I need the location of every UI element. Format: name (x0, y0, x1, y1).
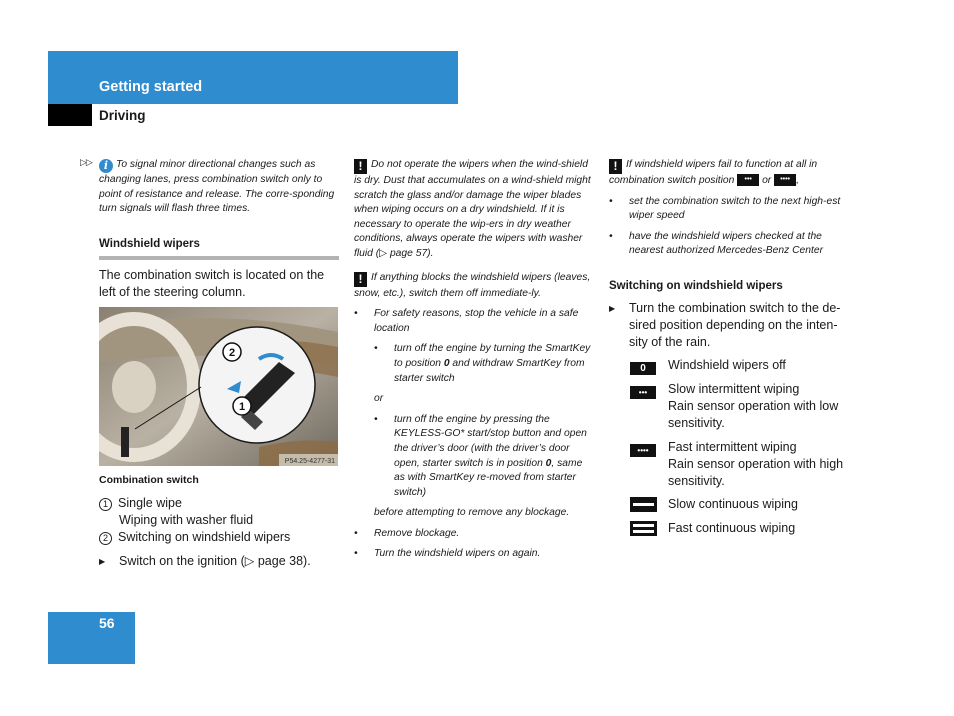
switching-step (609, 300, 849, 351)
legend-item: 1 Single wipe (99, 495, 339, 512)
step-item: ▶ Turn the combination switch to the de-sired position depending on the inten-sity of the rain. (609, 301, 841, 349)
continuation-marker: ▷▷ (80, 157, 92, 167)
heading-rule (99, 256, 339, 260)
warning-icon: ! (609, 159, 622, 174)
symbol-off: 0 (630, 360, 656, 378)
switching-heading: Switching on windshield wipers (609, 280, 783, 292)
symbol-fast-intermittent: •••• (630, 442, 656, 460)
symbol-slow-intermittent: ••• (630, 384, 656, 402)
figure-code: P54.25-4277-31 (284, 458, 335, 465)
legend-item-sub: Wiping with washer fluid (119, 513, 254, 527)
warning-icon: ! (354, 272, 367, 287)
bullet-item: • Turn the windshield wipers on again. (354, 548, 541, 560)
position-text: Fast intermittent wiping Rain sensor operation with high sensitivity. (668, 440, 844, 488)
or-text: or (374, 393, 384, 405)
figure-caption-block (99, 472, 339, 570)
bullet-item: • Remove blockage. (354, 527, 460, 539)
slow-intermittent-symbol: ••• (737, 174, 759, 186)
bullet-item: • have the windshield wipers checked at the nearest authorized Mercedes-Benz Center (609, 230, 824, 257)
fast-intermittent-symbol: •••• (774, 174, 796, 186)
windshield-wipers-section (99, 236, 339, 260)
slow-continuous-icon (630, 497, 657, 517)
legend-number-1: 1 (99, 498, 112, 511)
subsection-marker (48, 104, 92, 126)
arrow-bullet-icon: ▶ (609, 304, 616, 313)
bullet-item: • set the combination switch to the next high-est wiper speed (609, 195, 841, 222)
figure-caption: Combination switch (99, 474, 199, 486)
position-text: Fast continuous wiping (668, 521, 796, 535)
legend-number-2: 2 (99, 532, 112, 545)
legend-item: 2 Switching on windshield wipers (99, 529, 339, 546)
step-item: ▶ Switch on the ignition (▷ page 38). (99, 554, 311, 568)
steering-column-illustration (99, 307, 338, 466)
column-1 (99, 158, 339, 217)
sub-bullet-item: • turn off the engine by turning the SmartKey to position 0 and withdraw SmartKey from starter switch (374, 343, 591, 384)
combination-switch-figure (99, 307, 338, 466)
section-title: Getting started (99, 79, 203, 95)
warning-2: ! If anything blocks the windshield wipers (leaves, snow, etc.), switch them off immediate-ly. (354, 271, 591, 299)
arrow-bullet-icon: ▶ (99, 557, 106, 566)
sub-bullet-item: • turn off the engine by pressing the KEYLESS-GO* start/stop button and open the driver’s door (with the driver’s door open, starter switch is in position 0, same as with SmartKey re-moved from starter switch) (374, 413, 587, 498)
page-number: 56 (99, 615, 115, 631)
info-note: i To signal minor directional changes such as changing lanes, press combination switch only to point of resistance and release. The corre-sponding turn signals will flash three times. (99, 159, 335, 215)
warning-3: ! If windshield wipers fail to function at all in combination switch position ••• or •••• , (609, 159, 818, 186)
svg-text:1: 1 (238, 401, 246, 413)
after-text: before attempting to remove any blockage. (374, 507, 570, 519)
warning-1: ! Do not operate the wipers when the wind-shield is dry. Dust that accumulates on a wind-shield might scratch the glass and/or damage the wiper blades when wiping occurs on a dry windshield. If it is necessary to operate the wip-ers in dry weather conditions, always operate the wipers with washer fluid (▷ page 57). (354, 159, 591, 259)
bullet-item: • For safety reasons, stop the vehicle in a safe location (354, 308, 579, 334)
position-text: Windshield wipers off (668, 358, 786, 372)
position-text: Slow continuous wiping (668, 497, 798, 511)
intro-text: The combination switch is located on the left of the steering column. (99, 268, 325, 299)
column-3 (609, 158, 849, 259)
svg-text:2: 2 (228, 347, 236, 359)
warning-icon: ! (354, 159, 367, 174)
position-text: Slow intermittent wiping Rain sensor operation with low sensitivity. (668, 382, 839, 430)
page-number-box (48, 612, 135, 664)
header-band (48, 51, 458, 104)
section-heading: Windshield wipers (99, 238, 200, 250)
fast-continuous-icon (630, 521, 657, 541)
subsection-title: Driving (99, 108, 146, 123)
column-2 (354, 158, 594, 562)
info-icon: i (99, 159, 113, 173)
